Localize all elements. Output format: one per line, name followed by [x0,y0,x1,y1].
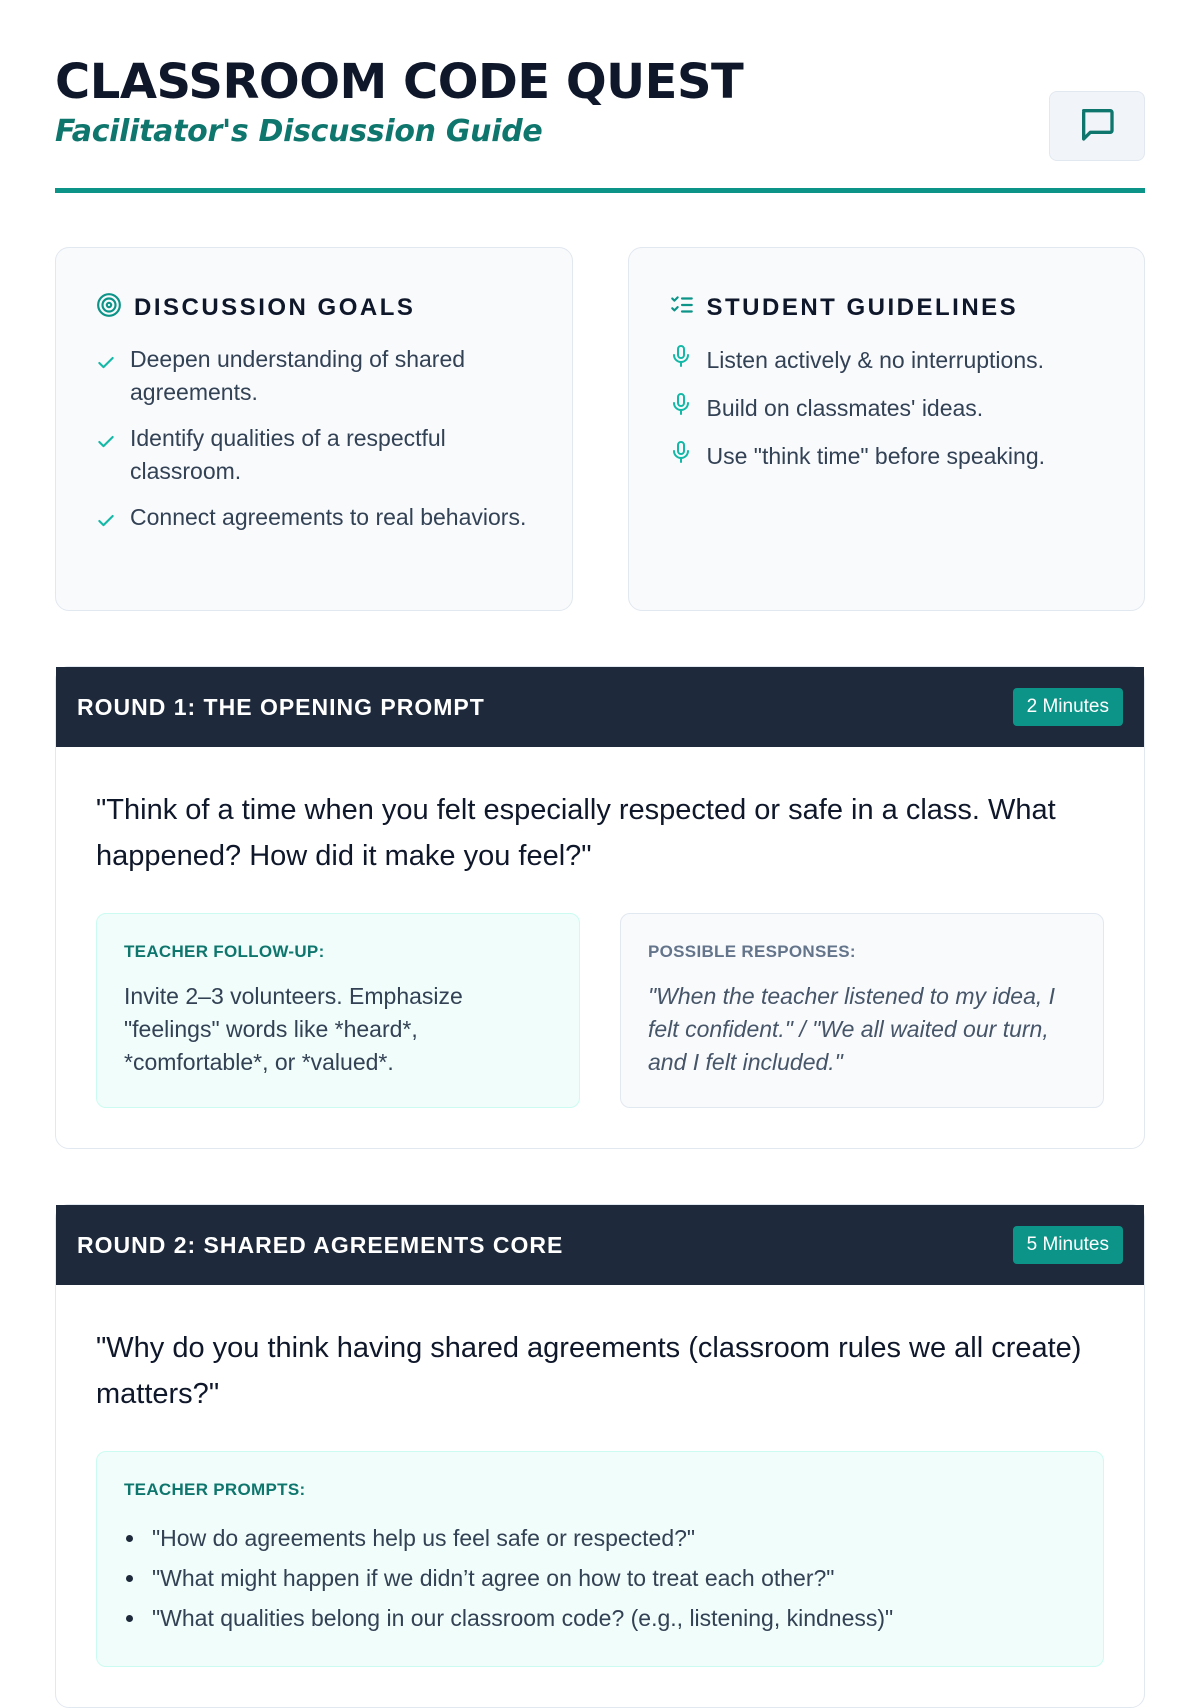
goal-item [96,422,532,488]
prompt-item: "What qualities belong in our classroom code? (e.g., listening, kindness)" [124,1598,1077,1638]
goal-text: Deepen understanding of shared agreements. [130,346,466,405]
check-icon [96,428,118,488]
page-subtitle: Facilitator's Discussion Guide [55,114,543,149]
info-cards [55,247,1145,611]
guideline-item [669,439,1105,474]
round-1-body [56,747,1144,1148]
possible-responses-box [620,913,1104,1108]
guideline-text: Listen actively & no interruptions. [706,347,1045,373]
student-guidelines-card [628,247,1146,611]
round-1-duration-badge: 2 Minutes [1013,688,1123,726]
round-2-question: "Why do you think having shared agreements (classroom rules we all create) matters?" [96,1332,1082,1410]
possible-responses-text: "When the teacher listened to my idea, I felt confident." / "We all waited our turn, and I felt included." [648,983,1056,1075]
goals-list [96,343,532,540]
student-guidelines-title: STUDENT GUIDELINES [706,293,1019,321]
guideline-item [669,343,1105,378]
round-1-section [55,666,1145,1149]
discussion-goals-title: DISCUSSION GOALS [134,293,416,321]
round-1-boxes [96,913,1104,1108]
prompt-item: "What might happen if we didn’t agree on how to treat each other?" [124,1558,1077,1598]
round-1-question: "Think of a time when you felt especially respected or safe in a class. What happened? How did it make you feel?" [96,794,1056,872]
mic-icon [669,439,693,474]
round-2-header [56,1205,1144,1285]
goal-item [96,501,532,540]
student-guidelines-header [669,292,1105,323]
teacher-follow-up-label: TEACHER FOLLOW-UP: [124,942,325,961]
teacher-prompts-box [96,1451,1104,1667]
goal-text: Identify qualities of a respectful classroom. [130,425,446,484]
discussion-goals-header [96,292,532,323]
guideline-item [669,391,1105,426]
goal-item [96,343,532,409]
message-square-icon [1077,104,1117,149]
round-2-duration-badge: 5 Minutes [1013,1226,1123,1264]
mic-icon [669,391,693,426]
round-1-title: ROUND 1: THE OPENING PROMPT [77,693,485,720]
check-icon [96,349,118,409]
round-2-section [55,1204,1145,1708]
list-checks-icon [669,292,695,323]
teacher-follow-up-box [96,913,580,1108]
possible-responses-label: POSSIBLE RESPONSES: [648,942,856,961]
round-1-header [56,667,1144,747]
page-header [55,0,1145,193]
mic-icon [669,343,693,378]
target-icon [96,292,122,323]
guideline-text: Build on classmates' ideas. [706,395,984,421]
round-2-title: ROUND 2: SHARED AGREEMENTS CORE [77,1231,564,1258]
teacher-prompts-list [124,1518,1077,1638]
check-icon [96,507,118,540]
guidelines-list [669,343,1105,474]
guideline-text: Use "think time" before speaking. [706,443,1045,469]
prompt-item: "How do agreements help us feel safe or respected?" [124,1518,1077,1558]
teacher-follow-up-text: Invite 2–3 volunteers. Emphasize "feelings" words like *heard*, *comfortable*, or *valued*. [124,983,463,1075]
discussion-button[interactable] [1049,91,1145,161]
discussion-goals-card [55,247,573,611]
goal-text: Connect agreements to real behaviors. [130,504,527,530]
teacher-prompts-label: TEACHER PROMPTS: [124,1480,306,1499]
round-2-body [56,1285,1144,1707]
page-title: CLASSROOM CODE QUEST [55,54,744,110]
